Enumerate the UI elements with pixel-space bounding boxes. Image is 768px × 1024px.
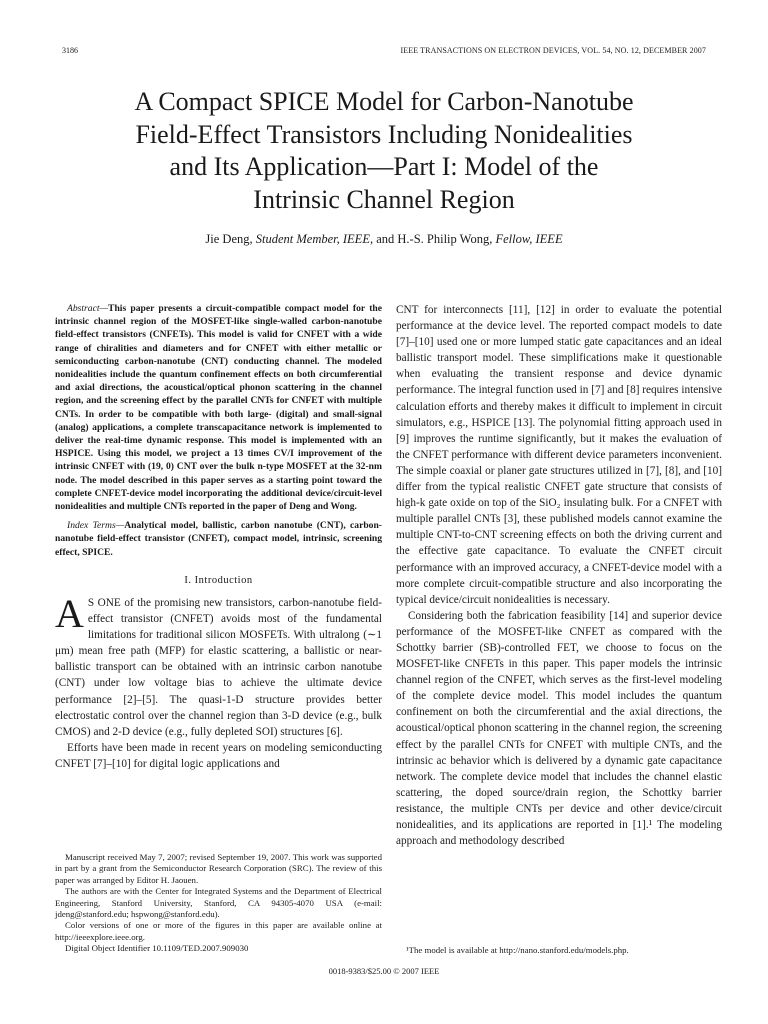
index-terms: [55, 519, 382, 559]
body-paragraph: CNT for interconnects [11], [12] in order to evaluate the potential performance at the device level. The reported compact models to date [7]–[10] used one or more lumped static gate capacitances and an ideal ballistic transport model. These simplifications make it questionable when evaluating the transient response and device dynamic performance. The integral function used in [7] and [8] requires intensive calculation efforts and thereby makes it difficult to implement in circuit simulators, e.g., HSPICE [13]. The polynomial fitting approach used in [9] improves the runtime significantly, but it makes the evaluation of the CNFET performance with different device parameters inconvenient. The simple coaxial or planer gate structures utilized in [7], [8], and [10] differ from the typical realistic CNFET gate structure that consists of high-k gate oxide on top of the SiO₂ insulating bulk. For a CNFET with multiple parallel CNTs [3], these published models cannot examine the multiple CNT-to-CNT screening effects on both the driving current and the effective gate capacitance. To evaluate the CNFET circuit performance with an improved accuracy, a CNFET-device model with a more complete circuit-compatible structure and also incorporating the typical device/circuit nonidealities is necessary.: [396, 304, 722, 606]
left-column: [55, 302, 382, 772]
title-line: Field-Effect Transistors Including Nonidealities: [135, 119, 633, 149]
page-number: 3186: [62, 46, 78, 55]
abstract-label: Abstract—: [67, 303, 109, 314]
right-column: [396, 302, 722, 849]
title-line: and Its Application—Part I: Model of the: [169, 152, 599, 181]
copyright-line: 0018-9383/$25.00 © 2007 IEEE: [328, 966, 440, 976]
author-role: Fellow, IEEE: [495, 232, 563, 246]
author-role: Student Member, IEEE,: [255, 232, 374, 246]
paper-title: [70, 86, 698, 216]
intro-paragraph-2: Efforts have been made in recent years on modeling semiconducting CNFET [7]–[10] for digital logic applications and: [55, 741, 382, 770]
title-line: A Compact SPICE Model for Carbon-Nanotube: [134, 87, 634, 116]
journal-header: IEEE TRANSACTIONS ON ELECTRON DEVICES, VOL. 54, NO. 12, DECEMBER 2007: [400, 46, 706, 55]
footnote-doi: Digital Object Identifier 10.1109/TED.2007.909030: [65, 943, 249, 954]
model-footnote: ¹The model is available at http://nano.stanford.edu/models.php.: [406, 945, 629, 955]
title-line: Intrinsic Channel Region: [253, 184, 515, 214]
intro-paragraph: [55, 590, 382, 740]
index-terms-label: Index Terms—: [67, 520, 125, 532]
author-name: and H.-S. Philip Wong,: [376, 232, 493, 246]
abstract: [55, 302, 382, 513]
author-name: Jie Deng,: [205, 232, 253, 246]
intro-text: S ONE of the promising new transistors, carbon-nanotube field-effect transistor (CNFET) avoids most of the fundamental limitations for traditional silicon MOSFETs. With ultralong (∼1 μm) mean free path (MFP) for elastic scattering, a ballistic or near-ballistic transport can be obtained with an intrinsic carbon nanotube (CNT) under low voltage bias to achieve the ultimate device performance [2]–[5]. The quasi-1-D structure provides better electrostatic control over the channel region than 3-D device (e.g., bulk CMOS) and 2-D device (e.g., fully depleted SOI) structures [6].: [55, 596, 382, 738]
running-header: [62, 46, 706, 60]
author-line: [60, 232, 708, 247]
abstract-text: This paper presents a circuit-compatible compact model for the intrinsic channel region of the MOSFET-like single-walled carbon-nanotube field-effect transistors (CNFETs). This model is valid for CNFET with a wide range of chiralities and diameters and for CNFET with either metallic or semiconducting carbon-nanotube (CNT) conducting channel. The modeled nonidealities include the quantum confinement effects on both circumferential and axial directions, the acoustical/optical phonon scattering in the channel region, and the screening effect by the parallel CNTs for CNFET with multiple CNTs. In order to be compatible with both large- (digital) and small-signal (analog) applications, a complete transcapacitance network is implemented to deliver the real-time dynamic response. This model is implemented with an HSPICE. Using this model, we project a 13 times CV/I improvement of the intrinsic CNFET with (19, 0) CNT over the bulk n-type MOSFET at the 32-nm node. The model described in this paper serves as a starting point toward the complete CNFET-device model incorporating the additional device/circuit-level nonidealities and multiple CNTs reported in the paper of Deng and Wong.: [55, 303, 382, 513]
drop-cap: A: [55, 590, 84, 636]
right-footnote: [396, 945, 722, 956]
index-terms-text: Analytical model, ballistic, carbon nanotube (CNT), carbon-nanotube field-effect transistor (CNFET), compact model, intrinsic, screening effect, SPICE.: [55, 520, 382, 558]
footnote-manuscript: Manuscript received May 7, 2007; revised September 19, 2007. This work was supported in part by a grant from the Semiconductor Research Corporation (SRC). The review of this paper was arranged by Editor H. Jaouen.: [55, 852, 382, 885]
footnote-block: [55, 852, 382, 955]
footnote-color: Color versions of one or more of the figures in this paper are available online at http://ieeexplore.ieee.org.: [55, 920, 382, 942]
footnote-affiliation: The authors are with the Center for Integrated Systems and the Department of Electrical Engineering, Stanford University, Stanford, CA 94305-4070 USA (e-mail: jdeng@stanford.edu; hspwong@stanford.edu).: [55, 886, 382, 920]
section-heading: I. Introduction: [184, 574, 253, 586]
body-paragraph: Considering both the fabrication feasibility [14] and superior device performance of the MOSFET-like CNFET as compared with the Schottky barrier (SB)-controlled FET, we choose to focus on the MOSFET-like CNFETs in this paper. This paper models the intrinsic channel region of the CNFET, which serves as the first-level modeling of the complete device model. This model includes the quantum confinement on both the circumferential and the axial directions, the acoustical/optical phonon scattering in the channel region, the screening effect by the parallel CNTs for CNFET with multiple CNTs, and the intrinsic ac behavior which is delivered by a dynamic gate capacitance network. The complete device model that includes the channel elastic scattering, the doped source/drain region, the Schottky barrier resistance, the multiple CNTs per device and other device/circuit nonidealities, and its applications are reported in [1].¹ The modeling approach and methodology described: [396, 609, 722, 848]
